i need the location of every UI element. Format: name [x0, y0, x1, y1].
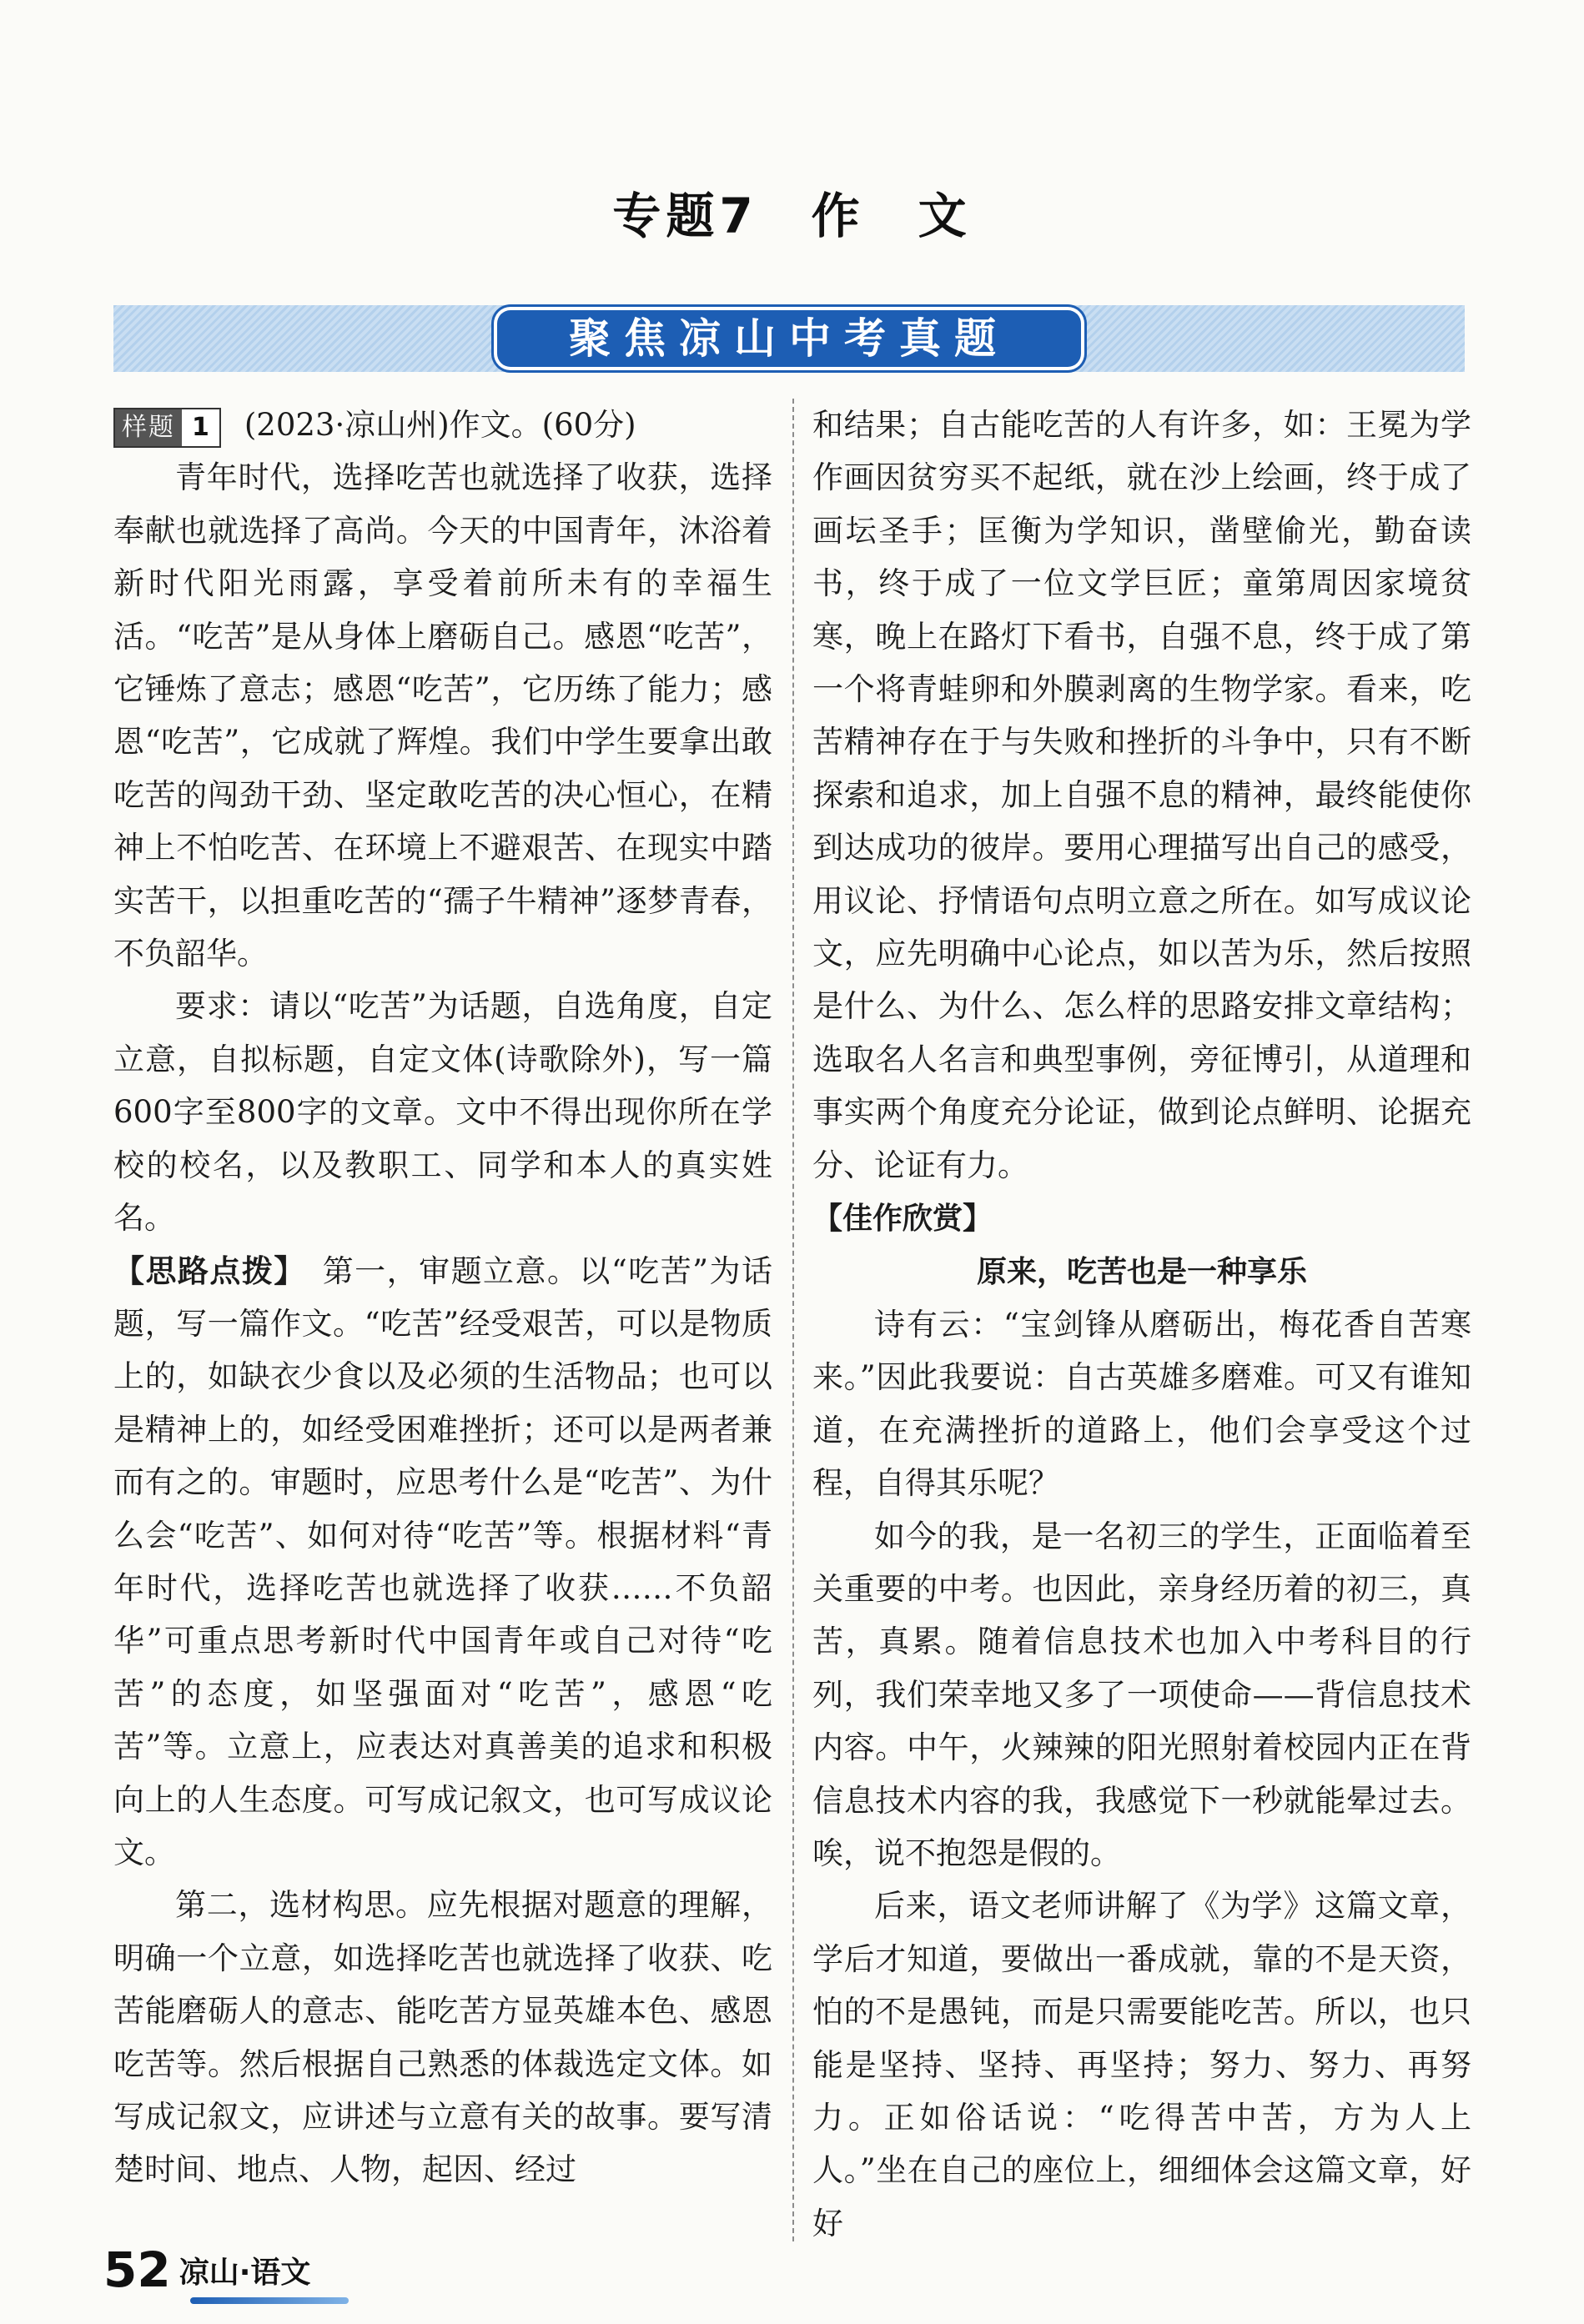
analysis-text-1: 第一，审题立意。以“吃苦”为话题，写一篇作文。“吃苦”经受艰苦，可以是物质上的，如缺衣少食以及必须的生活物品；也可以是精神上的，如经受困难挫折；还可以是两者兼而有之的。审题时，应思考什么是“吃苦”、为什么会“吃苦”、如何对待“吃苦”等。根据材料“青年时代，选择吃苦也就选择了收获……不负韶华”可重点思考新时代中国青年或自己对待“吃苦”的态度，如坚强面对“吃苦”，感恩“吃苦”等。立意上，应表达对真善美的追求和积极向上的人生态度。可写成记叙文，也可写成议论文。	[113, 1252, 772, 1870]
page-title: 专题7 作 文	[612, 188, 972, 244]
book-title: 凉山·语文	[179, 2255, 311, 2290]
sample-header	[113, 399, 772, 451]
right-column	[812, 399, 1471, 2250]
analysis-continued-paragraph: 和结果；自古能吃苦的人有许多，如：王冕为学作画因贫穷买不起纸，就在沙上绘画，终于成了画坛圣手；匡衡为学知识，凿壁偷光，勤奋读书，终于成了一位文学巨匠；童第周因家境贫寒，晚上在路灯下看书，自强不息，终于成了第一个将青蛙卵和外膜剥离的生物学家。看来，吃苦精神存在于与失败和挫折的斗争中，只有不断探索和追求，加上自强不息的精神，最终能使你到达成功的彼岸。要用心理描写出自己的感受，用议论、抒情语句点明立意之所在。如写成议论文，应先明确中心论点，如以苦为乐，然后按照是什么、为什么、怎么样的思路安排文章结构；选取名人名言和典型事例，旁征博引，从道理和事实两个角度充分论证，做到论点鲜明、论据充分、论证有力。	[812, 407, 1471, 1183]
section-banner-label: 聚焦凉山中考真题	[497, 310, 1081, 367]
footer-swoosh	[190, 2297, 349, 2304]
appreciation-heading	[812, 1192, 1471, 1245]
page-footer	[103, 2241, 310, 2298]
essay-paragraph-1: 诗有云：“宝剑锋从磨砺出，梅花香自苦寒来。”因此我要说：自古英雄多磨难。可又有谁知道，在充满挫折的道路上，他们会享受这个过程，自得其乐呢？	[812, 1306, 1471, 1502]
analysis-label: 【思路点拨】	[113, 1252, 291, 1289]
essay-paragraph-3: 后来，语文老师讲解了《为学》这篇文章，学后才知道，要做出一番成就，靠的不是天资，怕的不是愚钝，而是只需要能吃苦。所以，也只能是坚持、坚持、再坚持；努力、努力、再努力。正如俗话说：“吃得苦中苦，方为人上人。”坐在自己的座位上，细细体会这篇文章，好好	[812, 1888, 1471, 2241]
page-number: 52	[103, 2241, 171, 2298]
column-divider	[792, 399, 794, 2241]
left-column	[113, 399, 772, 2196]
essay-title: 原来，吃苦也是一种享乐	[976, 1254, 1307, 1289]
section-banner	[113, 305, 1465, 372]
analysis-paragraph-2: 第二，选材构思。应先根据对题意的理解，明确一个立意，如选择吃苦也就选择了收获、吃苦能磨砺人的意志、能吃苦方显英雄本色、感恩吃苦等。然后根据自己熟悉的体裁选定文体。如写成记叙文，应讲述与立意有关的故事。要写清楚时间、地点、人物，起因、经过	[113, 1887, 772, 2188]
essay-paragraph-2: 如今的我，是一名初三的学生，正面临着至关重要的中考。也因此，亲身经历着的初三，真苦，真累。随着信息技术也加入中考科目的行列，我们荣幸地又多了一项使命——背信息技术内容。中午，火辣辣的阳光照射着校园内正在背信息技术内容的我，我感觉下一秒就能晕过去。唉，说不抱怨是假的。	[812, 1518, 1471, 1871]
appreciation-label: 【佳作欣赏】	[812, 1202, 993, 1237]
sample-tag-word: 样题	[115, 409, 182, 446]
sample-tag-number: 1	[182, 409, 219, 446]
sample-source: (2023·凉山州)作文。(60分)	[244, 407, 636, 443]
analysis-paragraph-1	[113, 1245, 772, 1880]
material-paragraph: 青年时代，选择吃苦也就选择了收获，选择奉献也就选择了高尚。今天的中国青年，沐浴着新时代阳光雨露，享受着前所未有的幸福生活。“吃苦”是从身体上磨砺自己。感恩“吃苦”，它锤炼了意志；感恩“吃苦”，它历练了能力；感恩“吃苦”，它成就了辉煌。我们中学生要拿出敢吃苦的闯劲干劲、坚定敢吃苦的决心恒心，在精神上不怕吃苦、在环境上不避艰苦、在现实中踏实苦干，以担重吃苦的“孺子牛精神”逐梦青春，不负韶华。	[113, 459, 772, 972]
requirement-paragraph: 要求：请以“吃苦”为话题，自选角度，自定立意，自拟标题，自定文体(诗歌除外)，写一篇600字至800字的文章。文中不得出现你所在学校的校名，以及教职工、同学和本人的真实姓名。	[113, 988, 772, 1237]
sample-tag	[113, 408, 221, 448]
